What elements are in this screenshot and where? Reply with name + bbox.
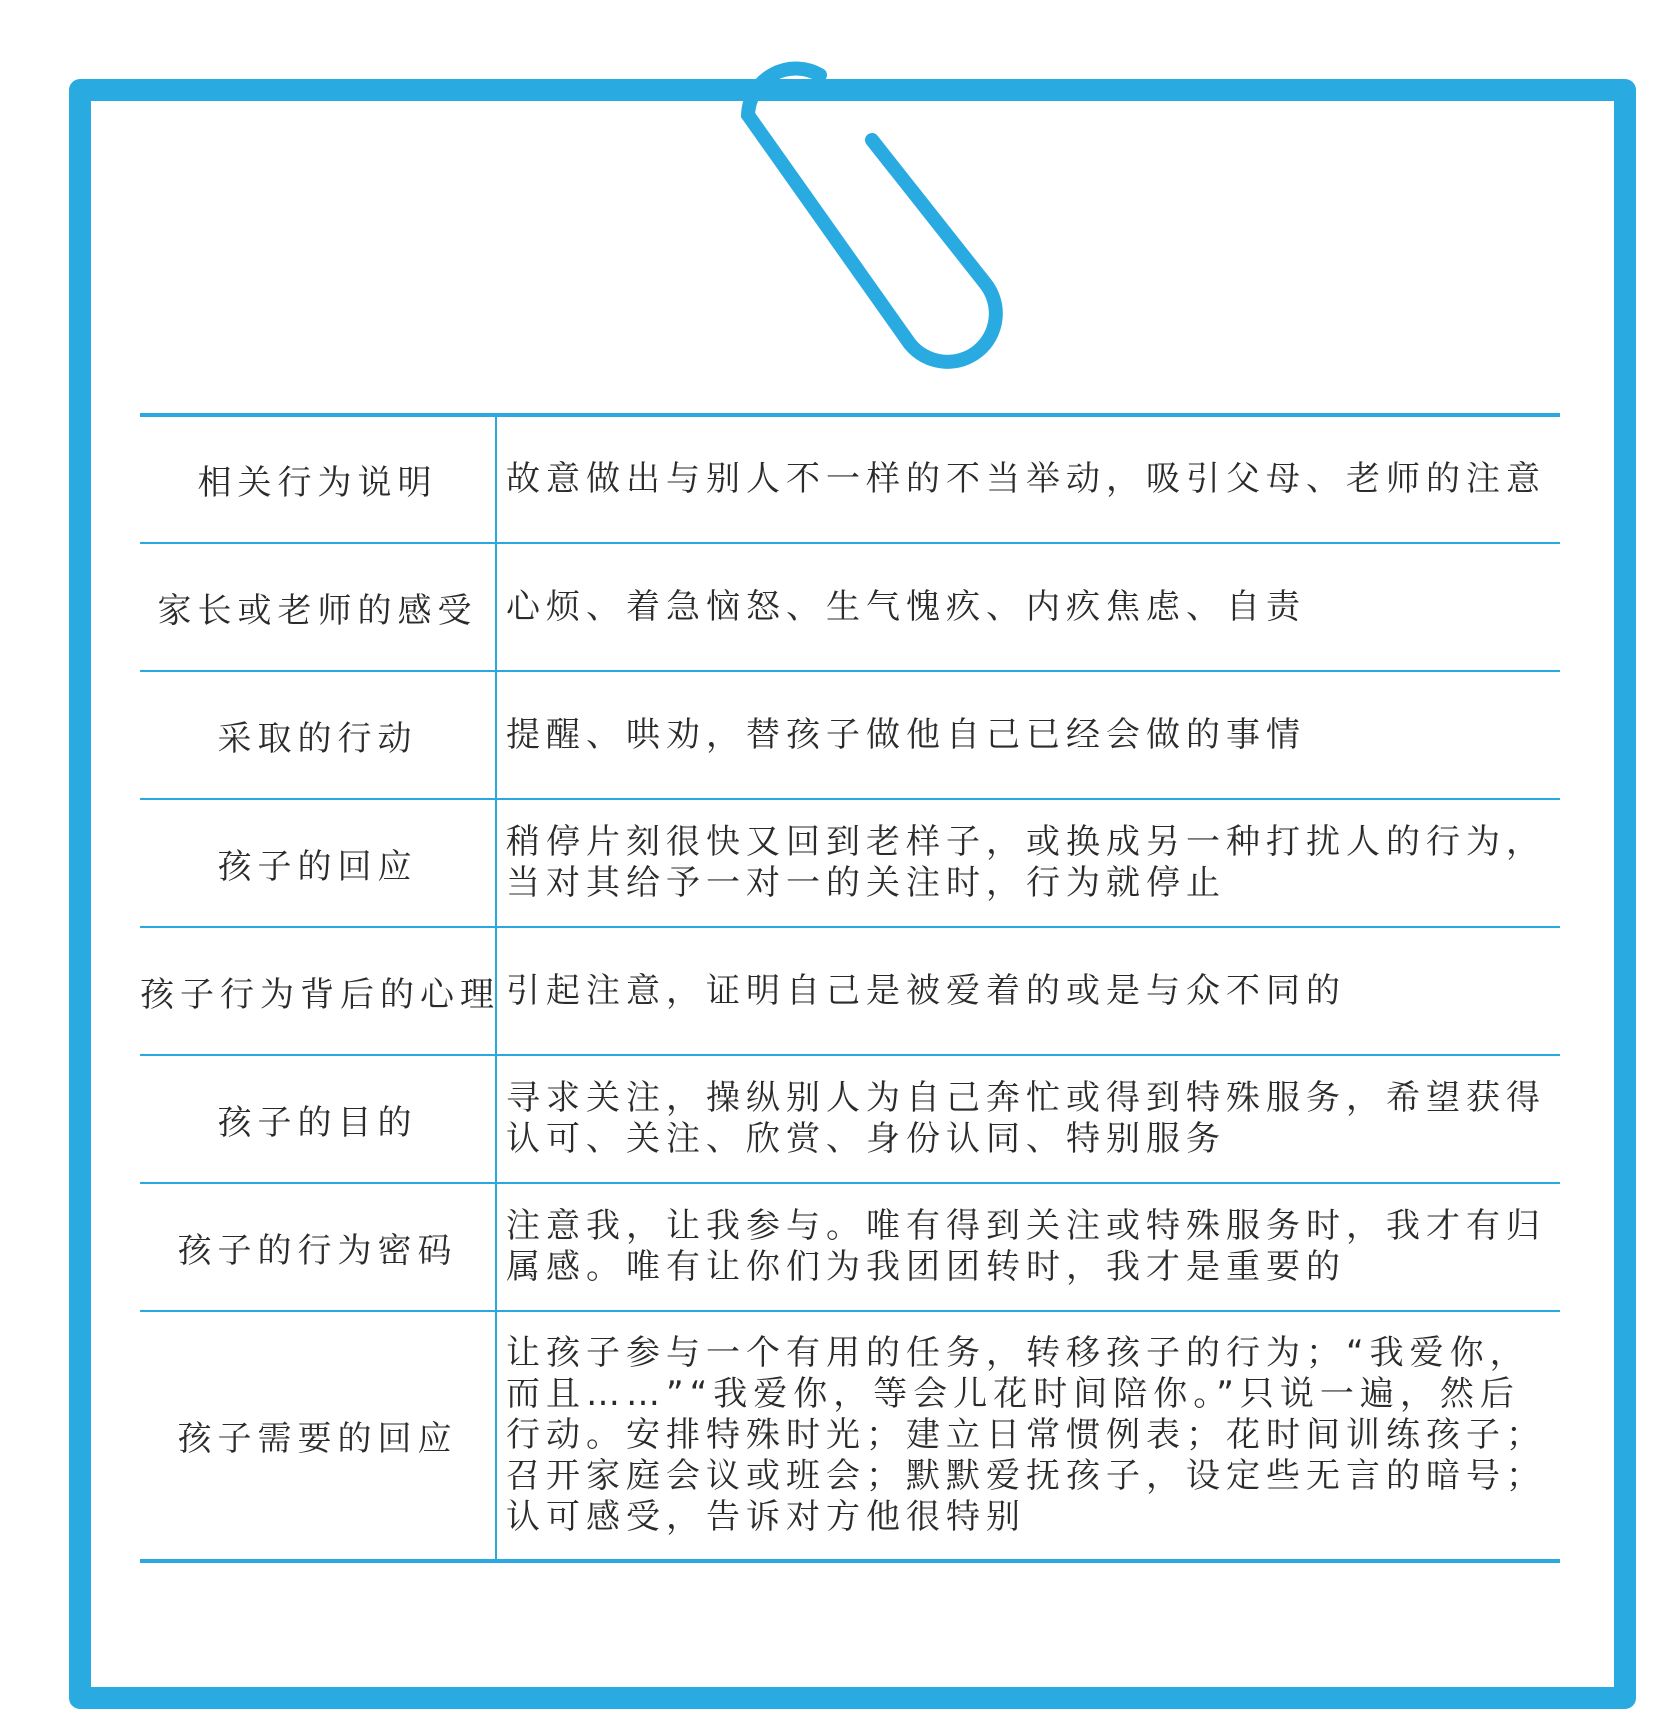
row-value: 心烦、着急恼怒、生气愧疚、内疚焦虑、自责 [496, 543, 1560, 671]
row-value: 提醒、哄劝，替孩子做他自己已经会做的事情 [496, 671, 1560, 799]
row-value: 让孩子参与一个有用的任务，转移孩子的行为；“我爱你，而且……”“我爱你，等会儿花时间陪你。”只说一遍，然后行动。安排特殊时光；建立日常惯例表；花时间训练孩子；召开家庭会议或班会；默默爱抚孩子，设定些无言的暗号；认可感受，告诉对方他很特别 [496, 1311, 1560, 1561]
paperclip-icon [748, 69, 996, 362]
row-label: 相关行为说明 [140, 415, 496, 543]
table-row [140, 1183, 1560, 1311]
table-row [140, 1055, 1560, 1183]
row-label: 孩子需要的回应 [140, 1311, 496, 1561]
row-value: 注意我，让我参与。唯有得到关注或特殊服务时，我才有归属感。唯有让你们为我团团转时，我才是重要的 [496, 1183, 1560, 1311]
row-value: 寻求关注，操纵别人为自己奔忙或得到特殊服务，希望获得认可、关注、欣赏、身份认同、特别服务 [496, 1055, 1560, 1183]
row-value: 引起注意，证明自己是被爱着的或是与众不同的 [496, 927, 1560, 1055]
row-label: 孩子的目的 [140, 1055, 496, 1183]
table-row [140, 799, 1560, 927]
row-value: 故意做出与别人不一样的不当举动，吸引父母、老师的注意 [506, 459, 1546, 499]
row-label: 孩子的回应 [140, 799, 496, 927]
table-row [140, 543, 1560, 671]
table-row [140, 671, 1560, 799]
table-row [140, 927, 1560, 1055]
row-label: 孩子的行为密码 [140, 1183, 496, 1311]
table-row [140, 415, 1560, 543]
row-label: 家长或老师的感受 [140, 543, 496, 671]
table-row [140, 1311, 1560, 1561]
behavior-table [140, 413, 1560, 1563]
row-label: 孩子行为背后的心理 [140, 927, 496, 1055]
row-value: 稍停片刻很快又回到老样子，或换成另一种打扰人的行为，当对其给予一对一的关注时，行为就停止 [496, 799, 1560, 927]
row-label: 采取的行动 [140, 671, 496, 799]
